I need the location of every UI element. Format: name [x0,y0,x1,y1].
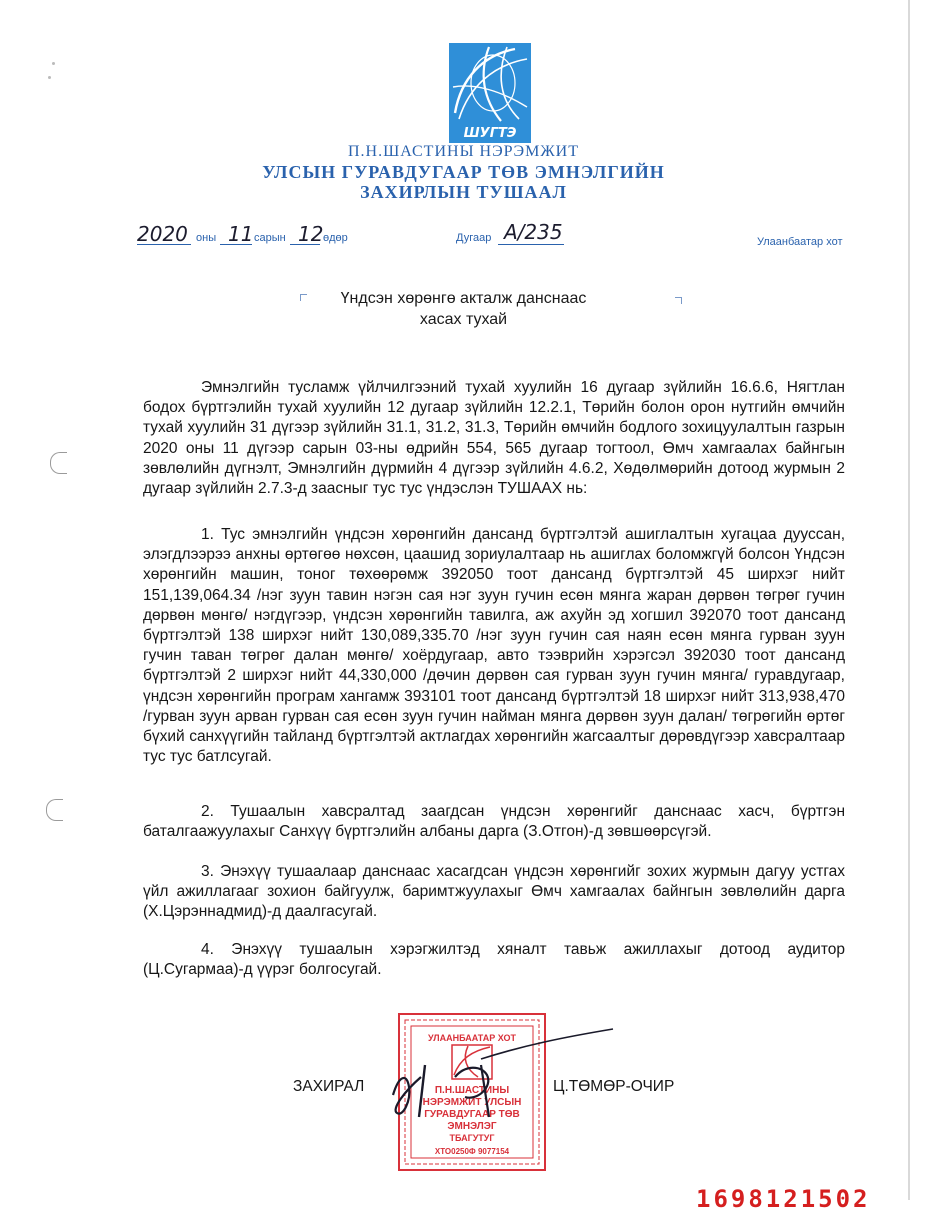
date-month: 11 [228,222,254,246]
intro-text: Эмнэлгийн тусламж үйлчилгээний тухай хуулийн 16 дугаар зүйлийн 16.6.6, Нягтлан бодох бүртгэлийн тухай хуулийн 12 дугаар зүйлийн 12.2.1, Төрийн болон орон нутгийн өмчийн тухай хуулийн 31 дүгээр зүйлийн 31.1, 31.2, 31.3, Төрийн өмчийн бодлого зохицуулалтын газрын 2020 оны 11 дүгээр сарын 03-ны өдрийн 554, 565 дугаар тогтоол, Өмч хамгаалах байнгын зөвлөлийн дүгнэлт, Эмнэлгийн дүрмийн 4 дүгээр зүйлийн 4.6.2, Хөдөлмөрийн дотоод журмын 2 дугаар зүйлийн 2.7.3-д заасныг тус тус үндэслэн ТУШААХ нь: [143,379,845,498]
subject-line1: Үндсэн хөрөнгө акталж данснаас [340,290,587,307]
month-label: сарын [254,232,286,244]
number-underline [498,244,564,245]
order-item-3 [143,862,845,923]
order-item-4-text: 4. Энэхүү тушаалын хэрэгжилтэд хяналт тавьж ажиллахыг дотоод аудитор (Ц.Сугармаа)-д үүрэг болгосугай. [143,941,845,979]
stamp-line1: П.Н.ШАСТИНЫ [434,1085,510,1096]
document-type-title: ЗАХИРЛЫН ТУШААЛ [360,182,567,202]
order-item-3-text: 3. Энэхүү тушаалаар данснаас хасагдсан үндсэн хөрөнгийг зохих журмын дагуу устгах үйл ажиллагааг зохион байгуулж, баримтжуулахыг Өмч хамгаалах байнгын зөвлөлийн дарга (Х.Цэрэннадмид)-д даалгасугай. [143,863,845,921]
logo-text: ШУГТЭ [463,126,517,141]
stamp-code: ХТО0250Ф 9077154 [434,1147,510,1156]
signatory-title: ЗАХИРАЛ [293,1078,365,1095]
order-meta-row [0,222,927,252]
document-serial-number: 1698121502 [696,1185,871,1213]
order-item-4 [143,940,845,980]
year-underline [137,244,191,245]
month-underline [220,244,252,245]
city-label: Улаанбаатар хот [757,236,843,248]
subject-line2: хасах тухай [419,311,508,328]
date-day: 12 [298,222,324,246]
day-underline [290,244,320,245]
stamp-line2: НЭРЭМЖИТ УЛСЫН [422,1097,522,1108]
day-label: өдөр [323,232,348,244]
hospital-title-line1: УЛСЫН ГУРАВДУГААР ТӨВ ЭМНЭЛГИЙН [262,162,665,182]
hospital-name-line: П.Н.ШАСТИНЫ НЭРЭМЖИТ [348,143,579,160]
stamp-line5: ТБАГУТУГ [449,1133,495,1143]
intro-paragraph [143,378,845,499]
order-item-1-text: 1. Тус эмнэлгийн үндсэн хөрөнгийн дансанд бүртгэлтэй ашиглалтын хугацаа дууссан, элэгдлээрээ анхны өртөгөө нөхсөн, цаашид зориулалтаар нь ашиглах боломжгүй болсон Үндсэн хөрөнгийн машин, тоног төхөөрөмж 392050 тоот дансанд бүртгэлтэй 45 ширхэг нийт 151,139,064.34 /нэг зуун тавин нэгэн сая нэг зуун гучин есөн мянга жаран дөрвөн төгрөг гучин дөрвөн мөнгө/ нэгдүгээр, үндсэн хөрөнгийн тавилга, аж ахуйн эд хогшил 392070 тоот дансанд бүртгэлтэй 138 ширхэг нийт 130,089,335.70 /нэг зуун гучин сая наян есөн мянга гурван зуун гучин таван төгрөг далан мөнгө/ хоёрдугаар, авто тээврийн хэрэгсэл 392030 тоот дансанд бүртгэлтэй 2 ширхэг нийт 44,330,000 /дөчин дөрвөн сая гурван зуун гучин мянга/ гуравдугаар, үндсэн хөрөнгийн програм хангамж 393101 тоот дансанд бүртгэлтэй 18 ширхэг нийт 313,938,470 /гурван зуун арван гурван сая есөн зуун гучин найман мянга дөрвөн зуун далан/ төгрөгийн өртөг бүхий санхүүгийн тайланд бүртгэлтэй актлагдах хөрөнгийн жагсаалтыг дөрөвдүгээр хавсралтаар тус тус батлсугай. [143,526,845,766]
order-item-2-text: 2. Тушаалын хавсралтад заагдсан үндсэн хөрөнгийг данснаас хасч, бүртгэн баталгаажуулахыг Санхүү бүртгэлийн албаны дарга (З.Отгон)-д зөвшөөрсүгэй. [143,803,845,841]
date-year: 2020 [137,222,188,246]
hospital-logo [449,43,531,143]
year-label: оны [196,232,217,244]
punch-hole-mark [50,452,67,474]
order-item-1 [143,525,845,767]
order-number: А/235 [504,220,563,244]
number-label: Дугаар [456,232,492,244]
order-item-2 [143,802,845,842]
punch-hole-mark [46,799,63,821]
hospital-logo-emblem-icon [449,43,531,143]
stamp-city: УЛААНБААТАР ХОТ [428,1033,516,1043]
signatory-name: Ц.ТӨМӨР-ОЧИР [553,1078,675,1095]
scan-speck [48,76,51,79]
stamp-line4: ЭМНЭЛЭГ [447,1121,497,1132]
order-subject [0,288,927,330]
scan-speck [52,62,55,65]
stamp-line3: ГУРАВДУГААР ТӨВ [424,1109,520,1120]
